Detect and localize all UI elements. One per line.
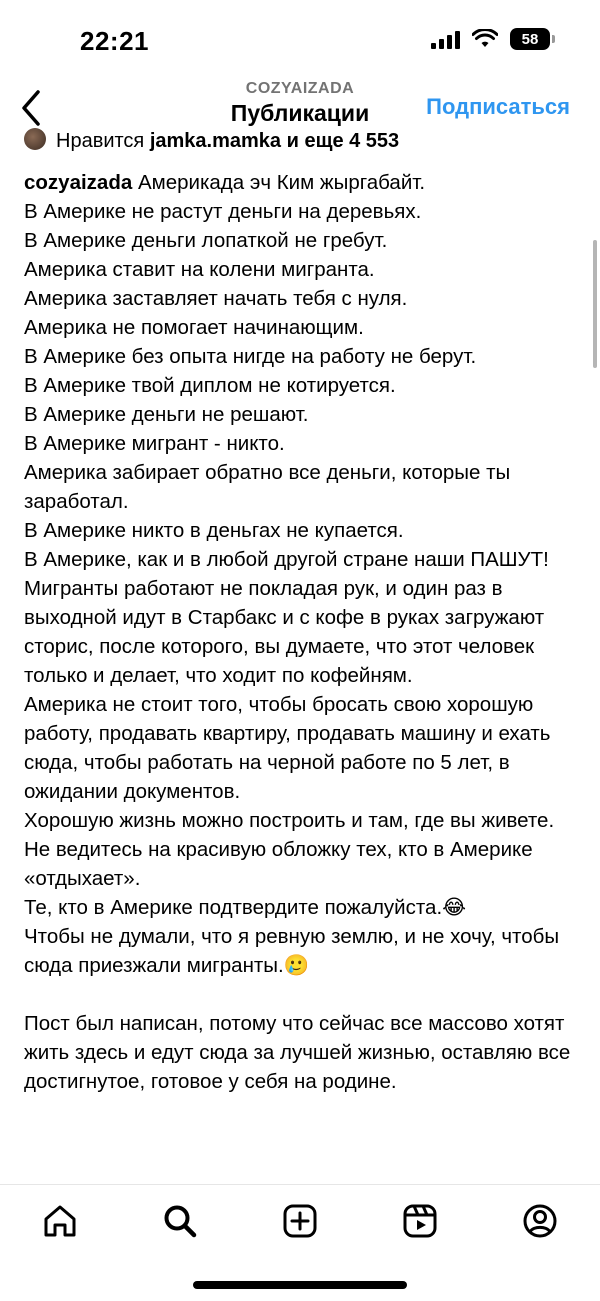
liker-username[interactable]: jamka.mamka [149,129,282,152]
follow-button[interactable]: Подписаться [426,94,570,119]
paragraph-gap [24,980,576,1009]
nav-create[interactable] [282,1203,318,1239]
post-caption [24,168,576,1096]
scrollbar[interactable] [593,240,597,368]
caption-username[interactable]: cozyaizada [24,171,133,194]
liker-avatar [24,128,46,150]
status-bar [0,0,600,72]
nav-search[interactable] [162,1203,198,1239]
create-icon [282,1203,318,1239]
caption-line: Америка ставит на колени мигранта. [24,258,375,281]
likes-prefix: Нравится [56,129,145,152]
caption-line: В Америке не растут деньги на деревьях. [24,200,422,223]
likes-count[interactable]: и еще 4 553 [286,129,400,152]
caption-line: Чтобы не думали, что я ревную землю, и не хочу, чтобы сюда приезжали мигранты.🥲 [24,925,560,977]
caption-line: Хорошую жизнь можно построить и там, где вы живете. [24,809,555,832]
status-time: 22:21 [80,26,149,56]
caption-line: Америка не стоит того, чтобы бросать свою хорошую работу, продавать квартиру, продавать машину и ехать сюда, чтобы работать на черной работе по 5 лет, в ожидании документов. [24,693,551,803]
caption-line: В Америке без опыта нигде на работу не берут. [24,345,477,368]
caption-line: Мигранты работают не покладая рук, и один раз в выходной идут в Старбакс и с кофе в руках загружают сторис, после которого, вы думаете, что этот человек только и делает, что ходит по кофейням. [24,577,545,687]
home-indicator[interactable] [193,1281,407,1289]
header [0,72,600,134]
search-icon [162,1203,198,1239]
caption-final-paragraph: Пост был написан, потому что сейчас все массово хотят жить здесь и едут сюда за лучшей жизнью, оставляю все достигнутое, готовое у себя на родине. [24,1012,571,1093]
caption-line: Америка заставляет начать тебя с нуля. [24,287,408,310]
nav-home[interactable] [42,1203,78,1239]
cellular-signal-icon [431,29,460,49]
profile-icon [522,1203,558,1239]
reels-icon [402,1203,438,1239]
likes-line[interactable] [24,128,590,154]
bottom-nav [0,1184,600,1301]
caption-line: В Америке, как и в любой другой стране наши ПАШУТ! [24,548,549,571]
caption-line: В Америке никто в деньгах не купается. [24,519,404,542]
caption-line: В Америке мигрант - никто. [24,432,285,455]
battery-indicator: 58 [510,28,550,50]
caption-line: Не ведитесь на красивую обложку тех, кто в Америке «отдыхает». [24,838,533,890]
caption-first-line [24,168,576,197]
caption-line: В Америке деньги не решают. [24,403,309,426]
home-icon [42,1203,78,1239]
caption-line: В Америке твой диплом не котируется. [24,374,396,397]
caption-line: Америка забирает обратно все деньги, которые ты заработал. [24,461,511,513]
caption-line: Америка не помогает начинающим. [24,316,364,339]
caption-text: Америкада эч Ким жыргабайт. [137,171,426,194]
wifi-icon [472,29,498,49]
page-title: Публикации [230,100,370,126]
caption-line: Те, кто в Америке подтвердите пожалуйста.😂 [24,896,467,919]
nav-profile[interactable] [522,1203,558,1239]
nav-reels[interactable] [402,1203,438,1239]
status-icons [431,28,550,50]
chevron-left-icon [14,88,48,128]
back-button[interactable] [14,88,48,128]
account-name: COZYAIZADA [245,80,355,97]
caption-line: В Америке деньги лопаткой не гребут. [24,229,388,252]
